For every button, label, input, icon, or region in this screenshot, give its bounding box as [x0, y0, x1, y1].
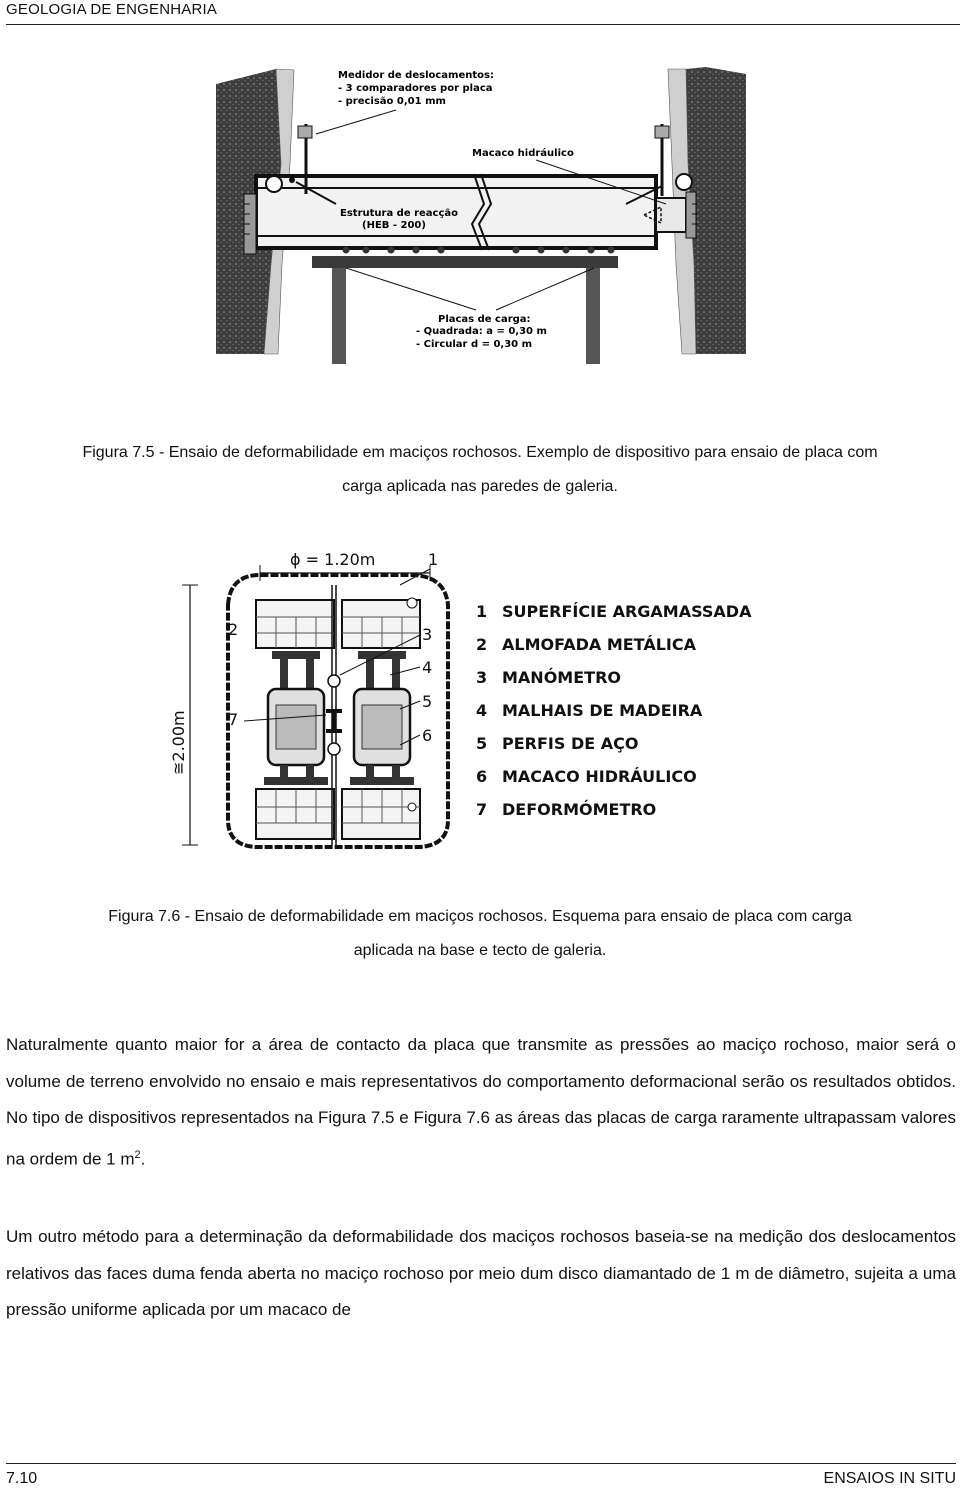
caption-line: Figura 7.6 - Ensaio de deformabilidade em maciços rochosos. Esquema para ensaio de placa com carga — [108, 908, 852, 925]
legend-num: 1 — [476, 602, 488, 621]
figure-7-6-caption — [0, 900, 960, 968]
paragraph-1-end: . — [140, 1149, 146, 1169]
header-title: GEOLOGIA DE ENGENHARIA — [6, 1, 218, 18]
label-placas-title: Placas de carga: — [438, 314, 531, 325]
callout-3: 3 — [422, 625, 433, 644]
page-number: 7.10 — [6, 1470, 38, 1487]
caption-line: carga aplicada nas paredes de galeria. — [342, 478, 618, 495]
legend-text: PERFIS DE AÇO — [502, 734, 639, 753]
label-estrutura-line1: Estrutura de reacção — [340, 208, 459, 219]
caption-line: aplicada na base e tecto de galeria. — [353, 942, 607, 959]
callout-6: 6 — [422, 726, 433, 745]
paragraph-1-text: Naturalmente quanto maior for a área de contacto da placa que transmite as pressões ao maciço rochoso, maior será o volume de terreno envolvido no ensaio e mais representativos do comportamento deformacional serão os resultados obtidos. No tipo de dispositivos representados na Figura 7.5 e Figura 7.6 as áreas das placas de carga raramente ultrapassam valores na ordem de 1 m — [6, 1035, 956, 1169]
callout-2: 2 — [228, 620, 239, 639]
support-table — [312, 256, 618, 268]
figure-7-5-diagram — [216, 64, 746, 364]
figure-7-6-diagram — [160, 545, 810, 855]
label-placas-line1: - Quadrada: a = 0,30 m — [416, 326, 547, 337]
legend — [476, 602, 752, 819]
legend-text: SUPERFÍCIE ARGAMASSADA — [502, 602, 752, 621]
figure-7-5-caption — [0, 436, 960, 504]
label-medidor-line2: - precisão 0,01 mm — [338, 96, 446, 107]
label-medidor-title: Medidor de deslocamentos: — [338, 70, 494, 81]
callout-4: 4 — [422, 658, 433, 677]
section-title: ENSAIOS IN SITU — [823, 1470, 956, 1487]
callout-5: 5 — [422, 692, 433, 711]
label-estrutura-line2: (HEB - 200) — [362, 220, 426, 231]
superscript: 2 — [134, 1148, 141, 1161]
page-footer — [6, 1463, 956, 1490]
legend-num: 5 — [476, 734, 488, 753]
legend-text: MALHAIS DE MADEIRA — [502, 701, 703, 720]
paragraph-2-text: Um outro método para a determinação da deformabilidade dos maciços rochosos baseia-se na medição dos deslocamentos relativos das faces duma fenda aberta no maciço rochoso por meio dum disco diamantado de 1 m de diâmetro, sujeita a uma pressão uniforme aplicada por um macaco de — [6, 1227, 956, 1319]
legend-text: ALMOFADA METÁLICA — [502, 635, 696, 654]
label-macaco: Macaco hidráulico — [472, 148, 574, 159]
legend-num: 4 — [476, 701, 488, 720]
diameter-label: ϕ = 1.20m — [290, 550, 376, 569]
legend-num: 6 — [476, 767, 488, 786]
legend-text: DEFORMÓMETRO — [502, 800, 657, 819]
height-label: ≅2.00m — [169, 710, 188, 775]
legend-num: 2 — [476, 635, 488, 654]
paragraph-2 — [6, 1219, 956, 1329]
callout-7: 7 — [228, 710, 239, 729]
legend-num: 3 — [476, 668, 488, 687]
page-header — [6, 0, 960, 25]
label-placas-line2: - Circular d = 0,30 m — [416, 339, 533, 350]
legend-text: MACACO HIDRÁULICO — [502, 767, 697, 786]
legend-text: MANÓMETRO — [502, 668, 621, 687]
caption-line: Figura 7.5 - Ensaio de deformabilidade em maciços rochosos. Exemplo de dispositivo para ensaio de placa com — [82, 444, 878, 461]
label-medidor-line1: - 3 comparadores por placa — [338, 83, 493, 94]
legend-num: 7 — [476, 800, 488, 819]
callout-1: 1 — [428, 550, 439, 569]
paragraph-1 — [6, 1027, 956, 1178]
